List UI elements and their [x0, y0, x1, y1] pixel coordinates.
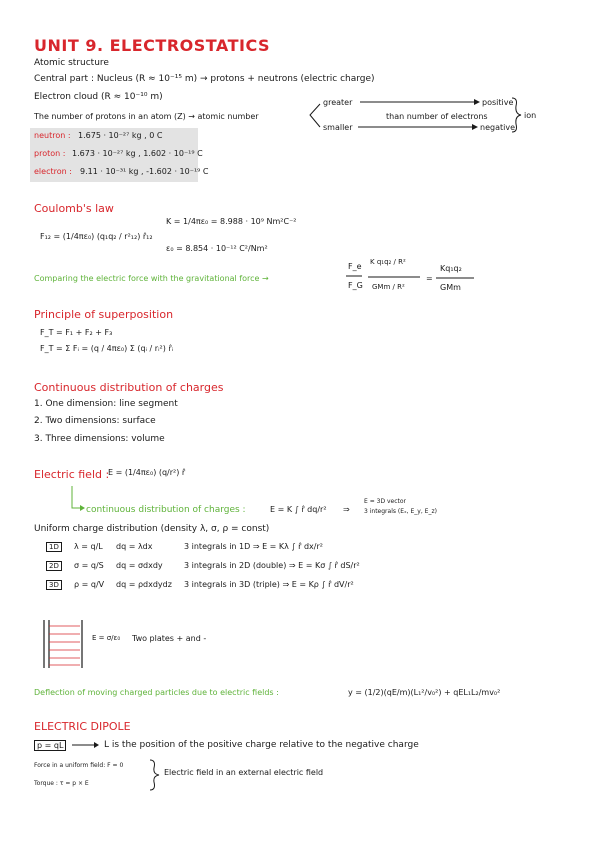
superposition-heading: Principle of superposition: [34, 308, 174, 321]
atomic-heading: Atomic structure: [34, 58, 109, 68]
implies-arrow: ⇒: [343, 505, 350, 514]
electric-field-formula: E = (1/4πε₀) (q/r²) r̂: [108, 468, 186, 477]
dipole-external: Electric field in an external electric field: [164, 768, 324, 777]
continuous-heading: Continuous distribution of charges: [34, 381, 224, 394]
electric-field-heading: Electric field :: [34, 468, 110, 481]
dipole-force: Force in a uniform field: F = 0: [34, 762, 124, 769]
continuous-item-1: 1. One dimension: line segment: [34, 399, 178, 409]
dipole-arrow-head: [94, 742, 99, 748]
integral-2d: 3 integrals in 2D (double) ⇒ E = Kσ ∫ r̂ dS/r²: [184, 561, 360, 570]
diff-3d: dq = ρdxdydz: [116, 580, 172, 589]
density-1d: λ = q/L: [74, 542, 103, 551]
plates-text: Two plates + and -: [132, 634, 207, 643]
coulomb-formula: F₁₂ = (1/4πε₀) (q₁q₂ / r²₁₂) r̂₁₂: [40, 232, 153, 241]
ratio-rhs-den: GMm: [440, 283, 461, 292]
neutron-label: neutron :: [34, 131, 71, 140]
neutron-value: 1.675 · 10⁻²⁷ kg , 0 C: [78, 131, 163, 140]
box-3d: 3D: [46, 580, 62, 590]
smaller-arrow-head: [472, 124, 478, 130]
field-lines: [49, 626, 80, 665]
continuous-item-2: 2. Two dimensions: surface: [34, 416, 156, 426]
atomic-number-line: The number of protons in an atom (Z) → atomic number: [34, 112, 259, 121]
electron-cloud-line: Electron cloud (R ≈ 10⁻¹⁰ m): [34, 92, 163, 102]
equals-sign: =: [426, 274, 433, 283]
dipole-description: L is the position of the positive charge relative to the negative charge: [104, 740, 419, 750]
deflection-formula: y = (1/2)(qE/m)(L₁²/v₀²) + qEL₁L₂/mv₀²: [348, 688, 501, 697]
diff-2d: dq = σdxdy: [116, 561, 163, 570]
proton-value: 1.673 · 10⁻²⁷ kg , 1.602 · 10⁻¹⁹ C: [72, 149, 203, 158]
comparing-text: Comparing the electric force with the gravitational force →: [34, 274, 269, 283]
greater-arrow-head: [474, 99, 480, 105]
field-note-1: E = 3D vector: [364, 498, 407, 505]
integral-3d: 3 integrals in 3D (triple) ⇒ E = Kρ ∫ r̂ dV/r²: [184, 580, 354, 589]
dipole-heading: ELECTRIC DIPOLE: [34, 720, 131, 733]
superposition-line1: F_T = F₁ + F₂ + F₃: [40, 328, 113, 337]
positive-label: positive: [482, 98, 514, 107]
coulomb-k: K = 1/4πε₀ = 8.988 · 10⁹ Nm²C⁻²: [166, 217, 297, 226]
continuous-field-formula: E = K ∫ r̂ dq/r²: [270, 505, 327, 514]
dipole-torque: Torque : τ = p × E: [34, 780, 89, 787]
page-title: UNIT 9. ELECTROSTATICS: [34, 36, 270, 55]
coulomb-eps: ε₀ = 8.854 · 10⁻¹² C²/Nm²: [166, 244, 268, 253]
continuous-connector-head: [80, 505, 85, 511]
deflection-text: Deflection of moving charged particles due to electric fields :: [34, 688, 279, 697]
proton-label: proton :: [34, 149, 66, 158]
continuous-item-3: 3. Three dimensions: volume: [34, 434, 165, 444]
continuous-connector: [72, 486, 80, 508]
plates-formula: E = σ/ε₀: [92, 634, 121, 642]
integral-1d: 3 integrals in 1D ⇒ E = Kλ ∫ r̂ dx/r²: [184, 542, 323, 551]
field-note-2: 3 integrals (Eₓ, E_y, E_z): [364, 508, 437, 515]
density-2d: σ = q/S: [74, 561, 104, 570]
than-electrons-label: than number of electrons: [386, 112, 488, 121]
negative-label: negative: [480, 123, 515, 132]
ion-label: ion: [524, 111, 537, 120]
coulomb-heading: Coulomb's law: [34, 202, 114, 215]
dipole-brace: [150, 760, 159, 790]
angle-bracket: [310, 104, 320, 127]
electron-label: electron :: [34, 167, 72, 176]
ratio-rhs-num: Kq₁q₂: [440, 264, 462, 273]
density-3d: ρ = q/V: [74, 580, 105, 589]
diff-1d: dq = λdx: [116, 542, 153, 551]
box-1d: 1D: [46, 542, 62, 552]
electron-value: 9.11 · 10⁻³¹ kg , -1.602 · 10⁻¹⁹ C: [80, 167, 209, 176]
continuous-field-text: continuous distribution of charges :: [86, 505, 246, 515]
ratio-mid-den: GMm / R²: [372, 283, 405, 291]
uniform-distribution-line: Uniform charge distribution (density λ, σ, ρ = const): [34, 524, 270, 534]
ratio-fg: F_G: [348, 281, 363, 290]
smaller-label: smaller: [323, 123, 353, 132]
ratio-mid-num: K q₁q₂ / R²: [370, 258, 406, 266]
greater-label: greater: [323, 98, 353, 107]
box-2d: 2D: [46, 561, 62, 571]
ion-brace: [512, 98, 521, 132]
ratio-fe: F_e: [348, 262, 362, 271]
central-part-line: Central part : Nucleus (R ≈ 10⁻¹⁵ m) → protons + neutrons (electric charge): [34, 74, 375, 84]
dipole-boxed-formula: p = qL: [34, 740, 66, 751]
superposition-line2: F_T = Σ Fᵢ = (q / 4πε₀) Σ (qᵢ / rᵢ²) r̂ᵢ: [40, 344, 174, 353]
